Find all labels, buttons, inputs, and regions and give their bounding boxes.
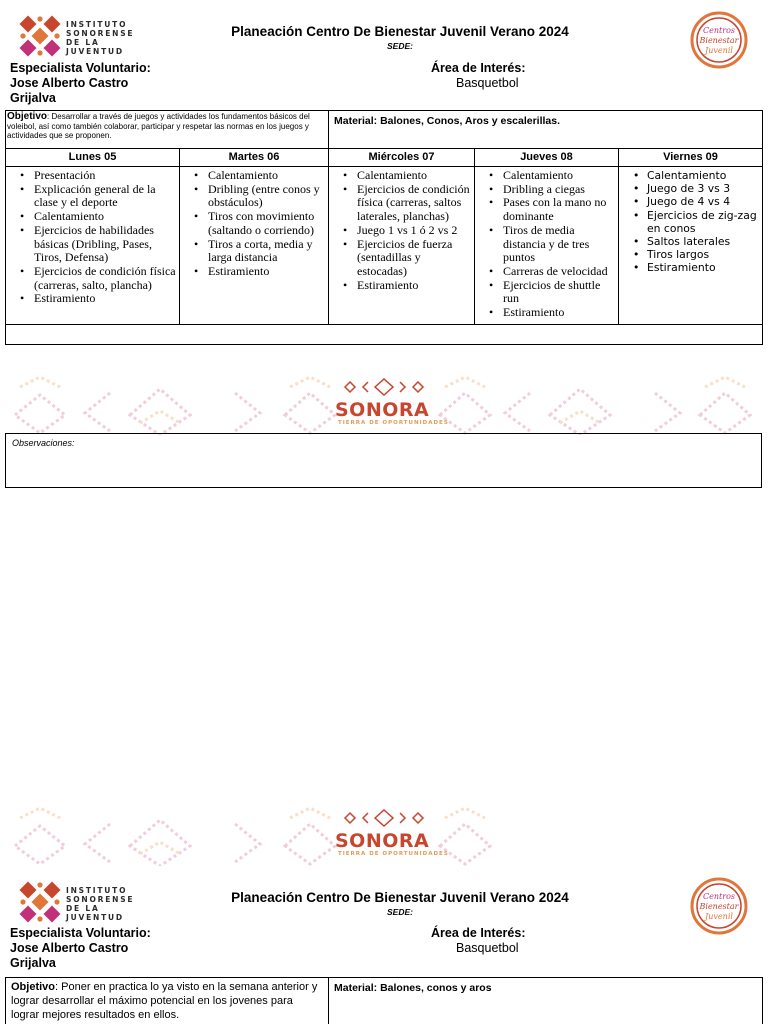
area-label: Área de Interés: (431, 61, 526, 75)
weekly-plan-table (5, 110, 763, 345)
area-label: Área de Interés: (431, 926, 526, 940)
isj-logo-text: INSTITUTO SONORENSE DE LA JUVENTUD (66, 886, 135, 922)
specialist-name-line1: Jose Alberto Castro (10, 76, 129, 90)
list-item: • Calentamiento (475, 169, 616, 183)
list-item: • Estiramiento (475, 306, 616, 320)
day-activities-friday (619, 167, 763, 325)
list-item: • Calentamiento (6, 210, 177, 224)
objective-cell (6, 978, 329, 1024)
day-activities-thursday (475, 167, 619, 325)
isj-mark-icon (18, 14, 62, 58)
list-item: • Ejercicios de shuttle run (475, 279, 616, 306)
observations-box (5, 433, 762, 488)
objective-label: Objetivo (11, 981, 56, 993)
objective-text: : Poner en practica lo ya visto en la semana anterior y lograr desarrollar el máximo potencial en los jovenes para lograr mejores resultados en ellos. (11, 981, 318, 1021)
specialist-name-line2: Grijalva (10, 956, 56, 970)
sede-label: SEDE: (387, 907, 413, 917)
list-item: • Estiramiento (619, 261, 760, 274)
list-item: • Juego de 3 vs 3 (619, 182, 760, 195)
sonora-banner (0, 806, 768, 866)
specialist-label: Especialista Voluntario: (10, 61, 151, 75)
specialist-label: Especialista Voluntario: (10, 926, 151, 940)
sonora-banner (0, 375, 768, 435)
objective-cell (6, 111, 329, 149)
sonora-subtitle: TIERRA DE OPORTUNIDADES (338, 851, 449, 857)
isj-mark-icon (18, 880, 62, 924)
day-header-tuesday: Martes 06 (180, 149, 329, 167)
centros-logo-line2: Bienestar (699, 902, 739, 911)
page-2 (0, 866, 768, 1024)
instituto-sonorense-juventud-logo (18, 14, 138, 58)
list-item: • Juego 1 vs 1 ó 2 vs 2 (329, 224, 472, 238)
list-item: • Tiros con movimiento (saltando o corriendo) (180, 210, 326, 237)
empty-row (6, 325, 763, 345)
list-item: • Calentamiento (619, 169, 760, 182)
specialist-name-line2: Grijalva (10, 91, 56, 105)
day-header-wednesday: Miércoles 07 (329, 149, 475, 167)
list-item: • Estiramiento (6, 292, 177, 306)
day-activities-tuesday (180, 167, 329, 325)
day-header-friday: Viernes 09 (619, 149, 763, 167)
list-item: • Estiramiento (180, 265, 326, 279)
list-item: • Tiros largos (619, 248, 760, 261)
objective-label: Objetivo (7, 111, 48, 122)
document-title: Planeación Centro De Bienestar Juvenil Verano 2024 (231, 24, 569, 39)
material-cell: Material: Balones, Conos, Aros y escalerillas. (329, 111, 763, 149)
objective-text: : Desarrollar a través de juegos y actividades los fundamentos básicos del voleibol, así como también colaborar, participar y respetar las normas en los juegos y actividades que se proponen. (7, 112, 310, 140)
list-item: • Ejercicios de fuerza (sentadillas y estocadas) (329, 238, 472, 279)
list-item: • Ejercicios de condición física (carreras, salto, plancha) (6, 265, 177, 292)
specialist-name-line1: Jose Alberto Castro (10, 941, 129, 955)
centros-logo-line2: Bienestar (699, 36, 739, 45)
centros-logo-line1: Centros (703, 892, 735, 901)
list-item: • Dribling a ciegas (475, 183, 616, 197)
day-header-thursday: Jueves 08 (475, 149, 619, 167)
sonora-subtitle: TIERRA DE OPORTUNIDADES (338, 420, 449, 426)
page-1 (0, 0, 768, 500)
area-value: Basquetbol (456, 76, 519, 90)
centros-logo-line3: Juvenil (705, 912, 733, 921)
list-item: • Calentamiento (329, 169, 472, 183)
list-item: • Pases con la mano no dominante (475, 196, 616, 223)
list-item: • Juego de 4 vs 4 (619, 195, 760, 208)
list-item: • Presentación (6, 169, 177, 183)
day-activities-wednesday (329, 167, 475, 325)
list-item: • Explicación general de la clase y el deporte (6, 183, 177, 210)
document-title: Planeación Centro De Bienestar Juvenil Verano 2024 (231, 890, 569, 905)
sonora-wordmark: SONORA (335, 830, 430, 852)
centros-bienestar-juvenil-logo (689, 876, 749, 936)
centros-bienestar-juvenil-logo (689, 10, 749, 70)
sonora-wordmark: SONORA (335, 399, 430, 421)
list-item: • Carreras de velocidad (475, 265, 616, 279)
instituto-sonorense-juventud-logo (18, 880, 138, 924)
day-header-monday: Lunes 05 (6, 149, 180, 167)
sede-label: SEDE: (387, 41, 413, 51)
weekly-plan-table (5, 977, 763, 1024)
list-item: • Saltos laterales (619, 235, 760, 248)
list-item: • Estiramiento (329, 279, 472, 293)
list-item: • Tiros a corta, media y larga distancia (180, 238, 326, 265)
observations-label: Observaciones: (12, 438, 75, 448)
centros-logo-line3: Juvenil (705, 46, 733, 55)
list-item: • Calentamiento (180, 169, 326, 183)
material-cell: Material: Balones, conos y aros (329, 978, 763, 1024)
centros-logo-line1: Centros (703, 26, 735, 35)
day-activities-monday (6, 167, 180, 325)
list-item: • Ejercicios de zig-zag en conos (619, 209, 760, 235)
list-item: • Tiros de media distancia y de tres puntos (475, 224, 616, 265)
area-value: Basquetbol (456, 941, 519, 955)
isj-logo-text: INSTITUTO SONORENSE DE LA JUVENTUD (66, 20, 135, 56)
list-item: • Ejercicios de condición física (carreras, saltos laterales, planchas) (329, 183, 472, 224)
list-item: • Ejercicios de habilidades básicas (Dribling, Pases, Tiros, Defensa) (6, 224, 177, 265)
list-item: • Dribling (entre conos y obstáculos) (180, 183, 326, 210)
